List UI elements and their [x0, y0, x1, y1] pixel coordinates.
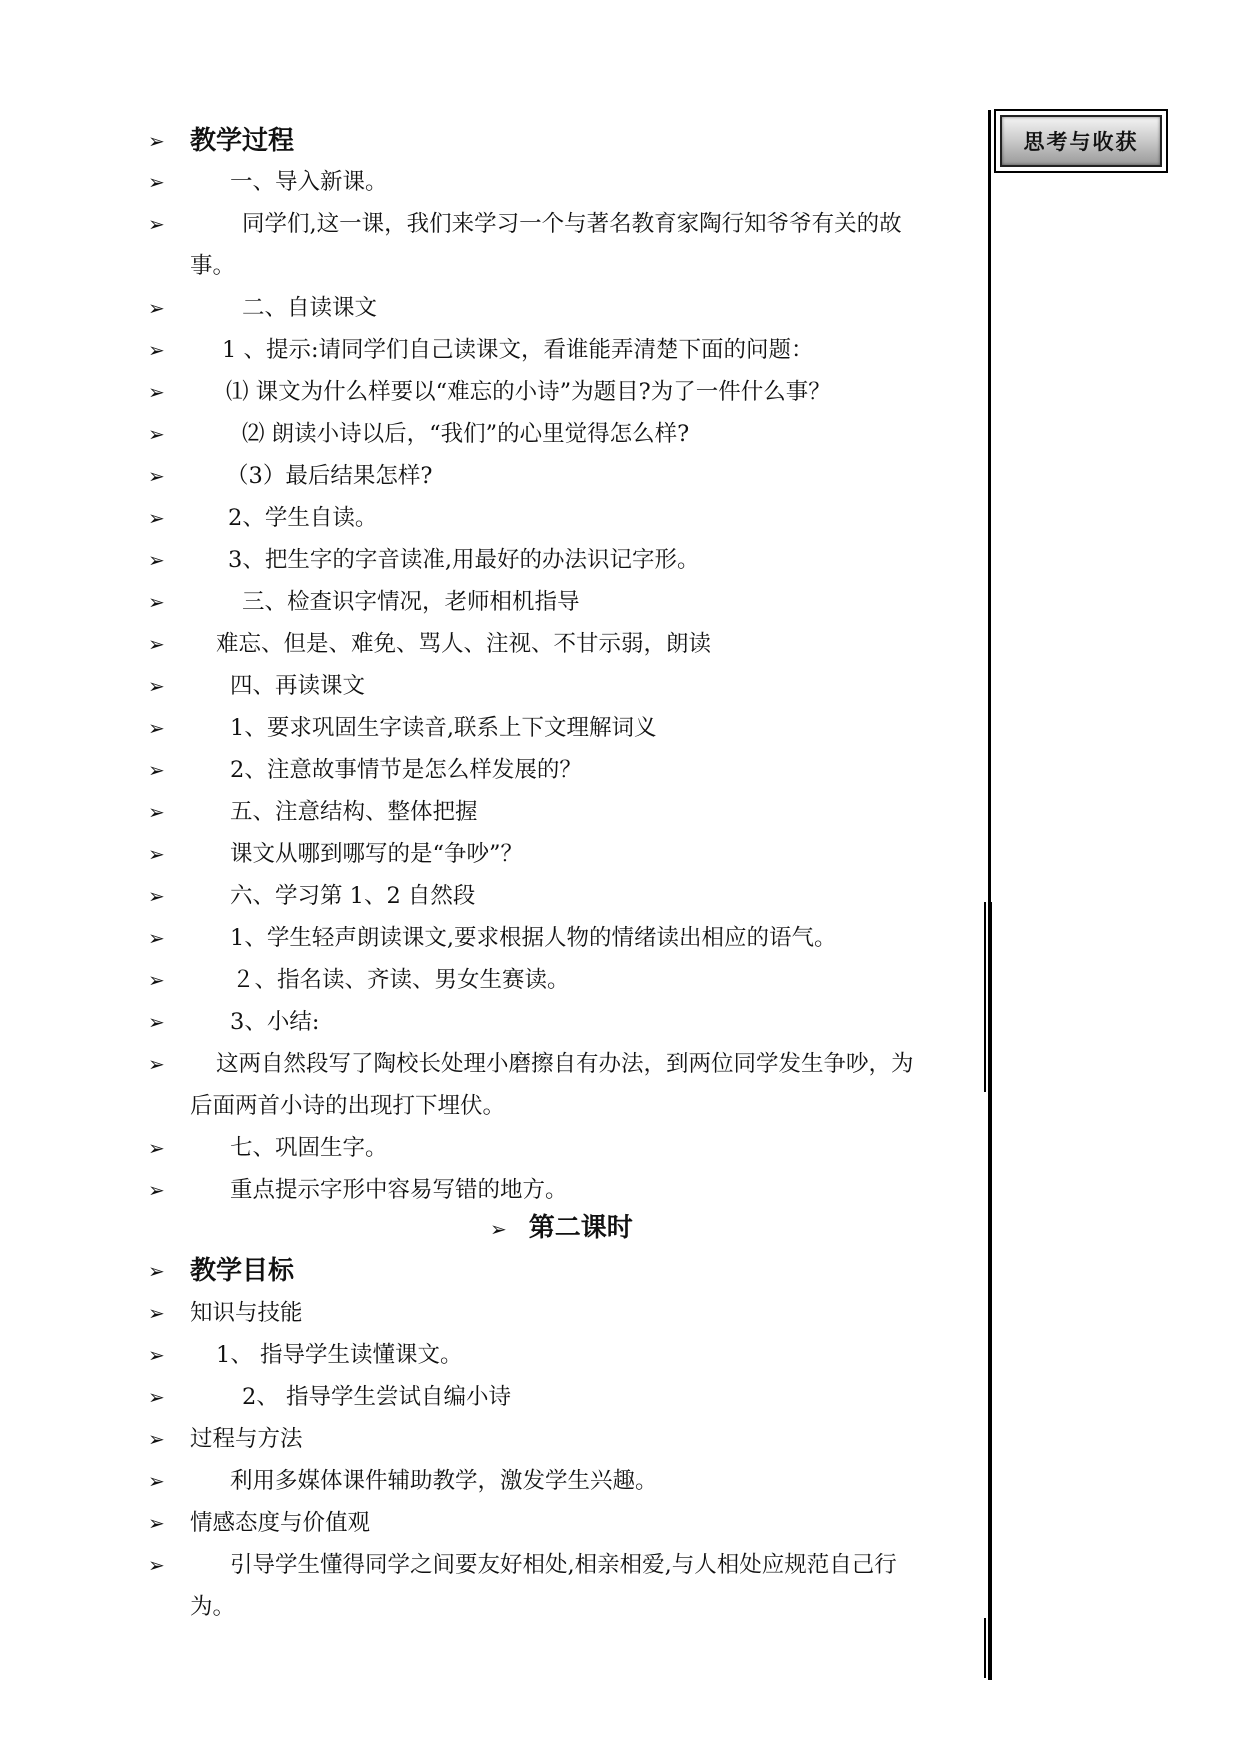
bullet-arrow-icon: ➢: [148, 548, 165, 572]
bullet-arrow-icon: ➢: [148, 422, 165, 446]
bullet-arrow-icon: ➢: [148, 1010, 165, 1034]
bullet-arrow-icon: ➢: [148, 1178, 165, 1202]
bullet-arrow-icon: ➢: [148, 884, 165, 908]
bullet-arrow-icon: ➢: [148, 1301, 165, 1325]
bullet-arrow-icon: ➢: [148, 170, 165, 194]
list-item-continuation: 事。: [190, 253, 236, 279]
bullet-arrow-icon: ➢: [148, 338, 165, 362]
bullet-arrow-icon: ➢: [148, 758, 165, 782]
bullet-arrow-icon: ➢: [148, 1553, 165, 1577]
bullet-arrow-icon: ➢: [148, 674, 165, 698]
bullet-arrow-icon: ➢: [148, 632, 165, 656]
margin-divider-line: [984, 902, 986, 1092]
bullet-arrow-icon: ➢: [148, 1052, 165, 1076]
margin-badge-label: 思考与收获: [1023, 130, 1139, 154]
bullet-arrow-icon: ➢: [148, 129, 165, 153]
bullet-arrow-icon: ➢: [148, 1385, 165, 1409]
document-page: 思考与收获 ➢ 教学过程 ➢ 一、导入新课。 ➢ 同学们,这一课，我们来学习一个与著名教育家陶行知爷爷有关的故 事。 ➢ 二、自读课文 ➢ 1 、提示:请同学们自己读课文，看谁能弄清楚下面的问题： ➢ ⑴ 课文为什么样要以“难忘的小诗”为题目?为了一件什么事？ ➢ ⑵ 朗读小诗以后，“我们”的心里觉得怎么样? ➢ （3）最后结果怎样? ➢ 2、学生自读。 ➢ 3、把生字的字音读准,用最好的办法识记字形。 ➢ 三、检查识字情况，老师相机指导 ➢ 难忘、但是、难免、骂人、注视、不甘示弱，朗读 ➢ 四、再读课文 ➢ 1、要求巩固生字读音,联系上下文理解词义 ➢ 2、注意故事情节是怎么样发展的？ ➢ 五、注意结构、整体把握 ➢ 课文从哪到哪写的是“争吵”？ ➢ 六、学习第 1、2 自然段 ➢ 1、学生轻声朗读课文,要求根据人物的情绪读出相应的语气。 ➢ ２、指名读、齐读、男女生赛读。 ➢ 3、小结: ➢ 这两自然段写了陶校长处理小磨擦自有办法，到两位同学发生争吵，为 后面两首小诗的出现打下埋伏。 ➢ 七、巩固生字。 ➢ 重点提示字形中容易写错的地方。 ➢ 第二课时 ➢ 教学目标 ➢ 知识与技能 ➢ 1、 指导学生读懂课文。 ➢ 2、 指导学生尝试自编小诗 ➢ 过程与方法 ➢ 利用多媒体课件辅助教学，激发学生兴趣。 ➢ 情感态度与价值观 ➢ 引导学生懂得同学之间要友好相处,相亲相爱,与人相处应规范自己行 为。: [0, 0, 1235, 1749]
bullet-arrow-icon: ➢: [148, 296, 165, 320]
margin-divider-line: [988, 110, 991, 902]
margin-divider-line: [984, 1618, 986, 1678]
bullet-arrow-icon: ➢: [148, 380, 165, 404]
bullet-arrow-icon: ➢: [148, 590, 165, 614]
section-title: ➢ 第二课时: [490, 1213, 633, 1243]
bullet-arrow-icon: ➢: [148, 1136, 165, 1160]
bullet-arrow-icon: ➢: [148, 506, 165, 530]
margin-divider-line: [988, 902, 992, 1680]
bullet-arrow-icon: ➢: [148, 212, 165, 236]
bullet-arrow-icon: ➢: [148, 842, 165, 866]
bullet-arrow-icon: ➢: [148, 926, 165, 950]
bullet-arrow-icon: ➢: [148, 1259, 165, 1283]
list-item-continuation: 后面两首小诗的出现打下埋伏。: [190, 1093, 506, 1119]
bullet-arrow-icon: ➢: [148, 800, 165, 824]
bullet-arrow-icon: ➢: [148, 464, 165, 488]
bullet-arrow-icon: ➢: [148, 1469, 165, 1493]
bullet-arrow-icon: ➢: [148, 968, 165, 992]
bullet-arrow-icon: ➢: [148, 1427, 165, 1451]
list-item-continuation: 为。: [190, 1594, 236, 1620]
bullet-arrow-icon: ➢: [148, 1343, 165, 1367]
bullet-arrow-icon: ➢: [148, 716, 165, 740]
bullet-arrow-icon: ➢: [148, 1511, 165, 1535]
margin-badge: [994, 109, 1168, 173]
bullet-arrow-icon: ➢: [490, 1217, 507, 1241]
